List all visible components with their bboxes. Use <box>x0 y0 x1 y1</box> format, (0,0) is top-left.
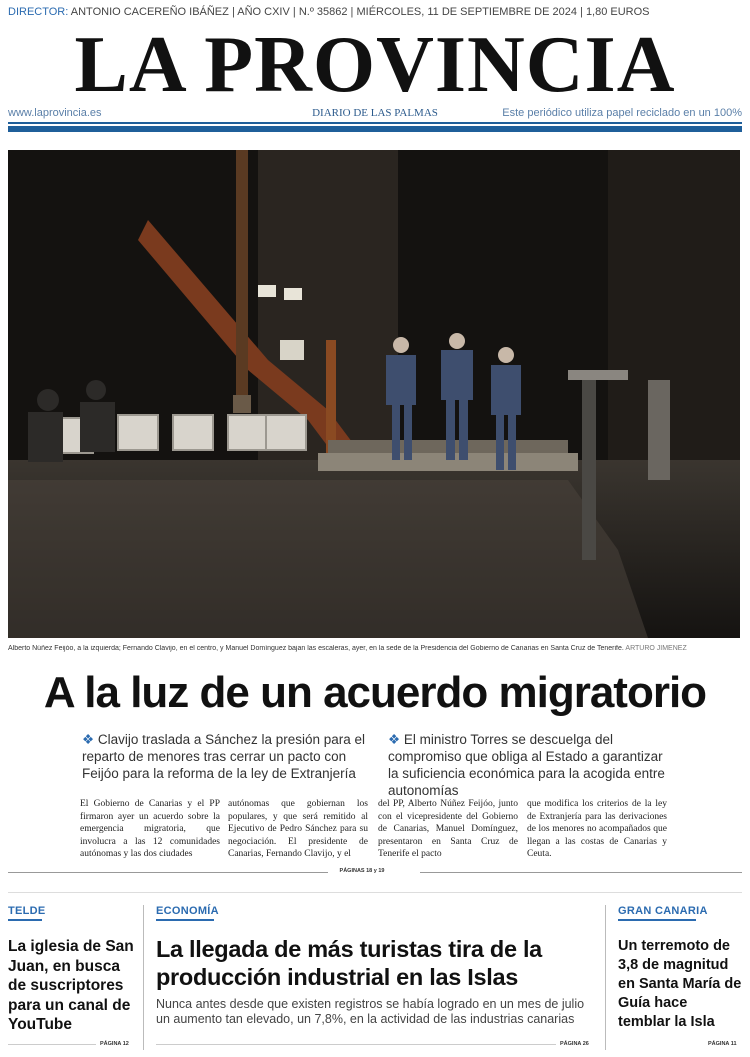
page-ref-rule-left <box>8 872 328 873</box>
director-name: ANTONIO CACEREÑO IBÁÑEZ <box>70 6 229 18</box>
deck-left <box>82 731 367 782</box>
recycled-paper-note: Este periódico utiliza papel reciclado en un 100% <box>502 107 742 119</box>
page-ref-rule-right <box>420 872 742 873</box>
masthead-rule-thin <box>8 122 742 124</box>
section-underline <box>618 919 696 921</box>
section-underline <box>156 919 214 921</box>
teaser-title[interactable]: La llegada de más turistas tira de la producción industrial en las Islas <box>156 936 542 990</box>
director-label: DIRECTOR: <box>8 6 69 18</box>
photo-caption-text: Alberto Núñez Feijóo, a la izquierda; Fernando Clavijo, en el centro, y Manuel Domínguez bajan las escaleras, ayer, en la sede de la Presidencia del Gobierno de Canarias en Santa Cruz de Tenerife. <box>8 645 624 652</box>
teaser-title[interactable]: La iglesia de San Juan, en busca de suscriptores para un canal de YouTube <box>8 938 134 1033</box>
photo-caption <box>8 645 742 652</box>
photo-credit: ARTURO JIMÉNEZ <box>625 645 687 652</box>
edition-date: MIÉRCOLES, 11 DE SEPTIEMBRE DE 2024 <box>356 6 577 18</box>
main-page-ref[interactable]: PÁGINAS 18 y 19 <box>339 868 385 874</box>
teaser-telde[interactable] <box>8 905 136 1035</box>
teaser-title[interactable]: Un terremoto de 3,8 de magnitud en Santa María de Guía hace temblar la Isla <box>618 938 742 1030</box>
newspaper-masthead: LA PROVINCIA <box>74 21 676 109</box>
body-column-3: del PP, Alberto Núñez Feijóo, junto con el vicepresidente del Gobierno de Canarias, Manuel Domínguez, presentaron en Santa Cruz de Tenerife el pacto <box>378 799 518 859</box>
masthead-rule-thick <box>8 126 742 132</box>
body-column-1: El Gobierno de Canarias y el PP firmaron ayer un acuerdo sobre la emergencia migratoria, que involucra a las 12 comunidades autónomas y las dos ciudades <box>80 799 220 859</box>
main-headline[interactable]: A la luz de un acuerdo migratorio <box>43 668 707 717</box>
teaser-telde-rule <box>8 1044 96 1045</box>
teaser-gran-canaria-page-ref[interactable]: PÁGINA 11 <box>708 1041 737 1047</box>
column-divider <box>605 905 606 1050</box>
teasers-top-rule <box>8 892 742 893</box>
section-label: GRAN CANARIA <box>618 905 708 917</box>
lead-photo <box>8 150 740 638</box>
section-underline <box>8 919 42 921</box>
bullet-diamond-icon: ❖ <box>82 732 95 747</box>
section-label: ECONOMÍA <box>156 905 219 917</box>
edition-number: N.º 35862 <box>298 6 348 18</box>
newspaper-tagline: DIARIO DE LAS PALMAS <box>312 107 438 119</box>
teaser-economia-page-ref[interactable]: PÁGINA 26 <box>560 1041 589 1047</box>
deck-right-text: El ministro Torres se descuelga del compromiso que obliga al Estado a garantizar la suficiencia económica para la acogida entre autonomías <box>388 732 665 798</box>
edition-year: AÑO CXIV <box>237 6 290 18</box>
teaser-economia[interactable] <box>156 905 596 1027</box>
edition-info: DIRECTOR: ANTONIO CACEREÑO IBÁÑEZ | AÑO CXIV | N.º 35862 | MIÉRCOLES, 11 DE SEPTIEMBRE DE 2024 | 1,80 EUROS <box>8 6 650 18</box>
lead-photo-illustration <box>8 150 740 638</box>
teaser-telde-page-ref[interactable]: PÁGINA 12 <box>100 1041 129 1047</box>
website-link[interactable]: www.laprovincia.es <box>8 107 102 119</box>
teaser-gran-canaria[interactable] <box>618 905 742 1032</box>
body-column-4: que modifica los criterios de la ley de Extranjería para las derivaciones de los menores no acompañados que llegan a las costas de Canarias y Ceuta. <box>527 799 667 859</box>
body-column-2: autónomas que gobiernan los populares, y que será remitido al Ejecutivo de Pedro Sánchez para su negociación. El presidente de Canarias, Fernando Clavijo, y el <box>228 799 368 859</box>
deck-right <box>388 731 673 799</box>
edition-price: 1,80 EUROS <box>585 6 650 18</box>
deck-left-text: Clavijo traslada a Sánchez la presión para el reparto de menores tras cerrar un pacto con Feijóo para la reforma de la ley de Extranjería <box>82 732 366 781</box>
teaser-summary: Nunca antes desde que existen registros se había logrado en un mes de julio un aumento tan elevado, un 7,8%, en la actividad de las industrias canarias <box>156 997 585 1026</box>
section-label: TELDE <box>8 905 46 917</box>
teaser-economia-rule <box>156 1044 556 1045</box>
bullet-diamond-icon: ❖ <box>388 732 401 747</box>
column-divider <box>143 905 144 1050</box>
